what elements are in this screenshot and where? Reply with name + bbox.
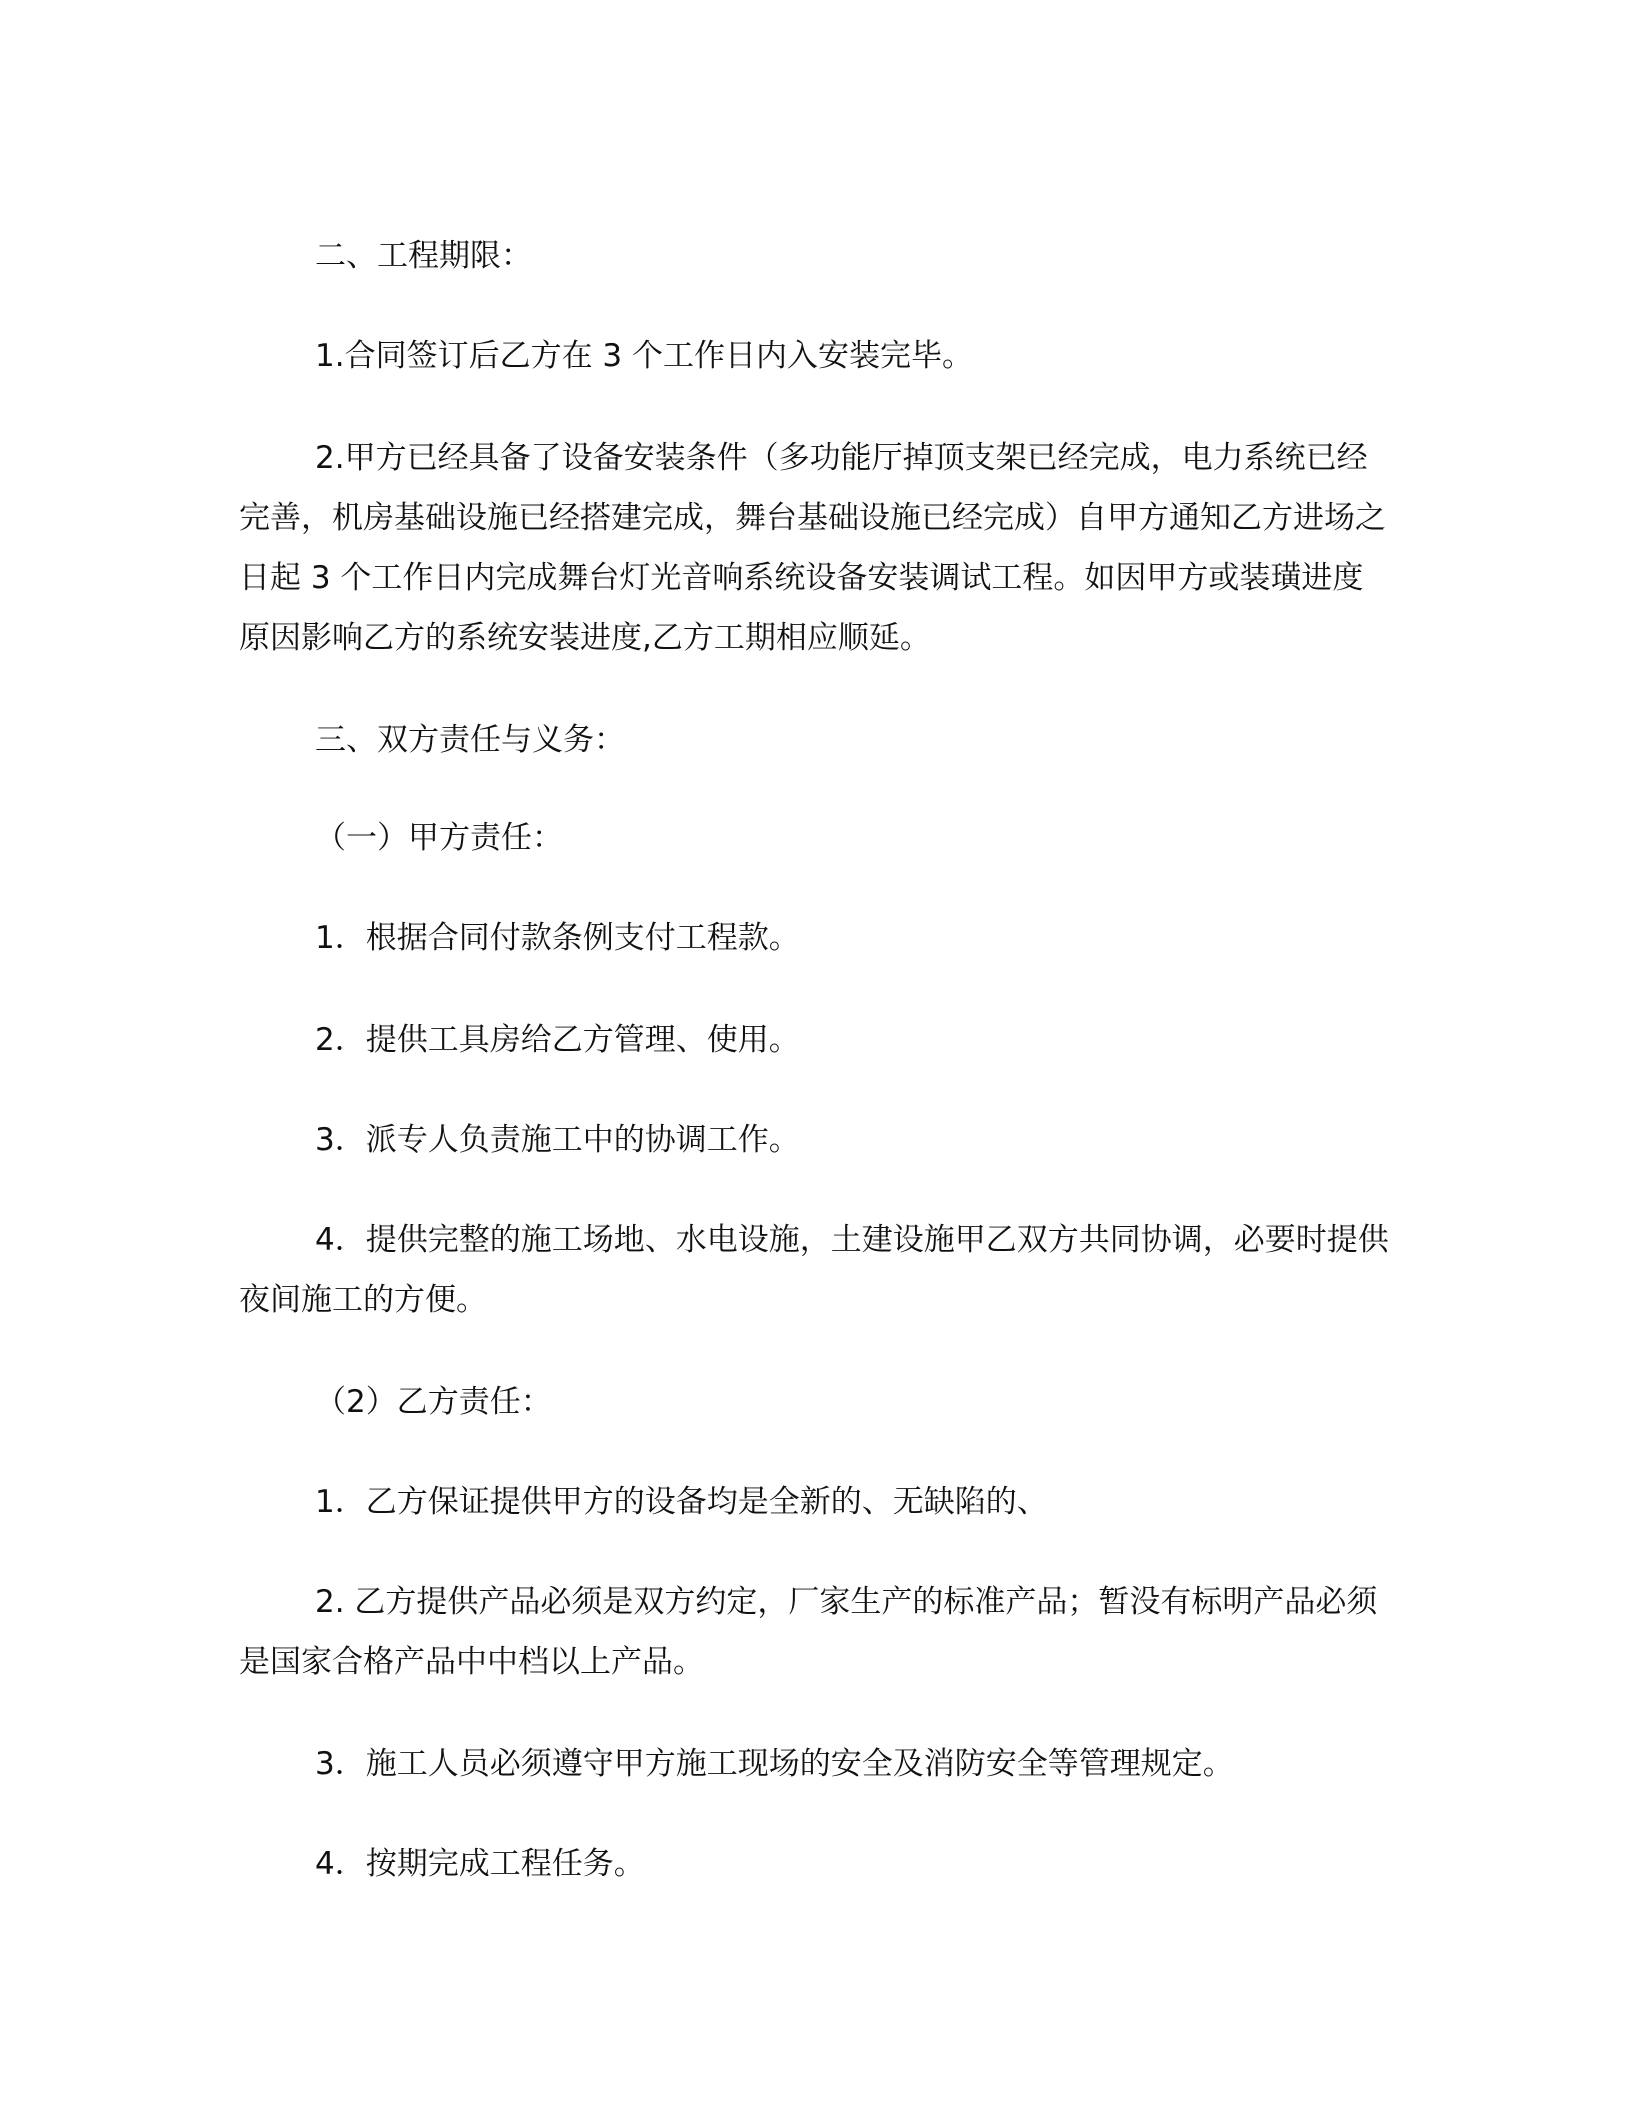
paragraph-install-deadline: 1.合同签订后乙方在 3 个工作日内入安装完毕。 xyxy=(315,338,974,374)
paragraph-installation-conditions: 2.甲方已经具备了设备安装条件（多功能厅掉顶支架已经完成，电力系统已经完善，机房基础设施已经搭建完成，舞台基础设施已经完成）自甲方通知乙方进场之日起 3 个工作日内完成舞台灯光音响系统设备安装调试工程。如因甲方或装璜进度原因影响乙方的系统安装进度,乙方工期相应顺延。 xyxy=(239,440,1386,656)
subheading-party-b: （2）乙方责任： xyxy=(315,1384,552,1420)
party-a-item: 2．提供工具房给乙方管理、使用。 xyxy=(315,1022,800,1058)
party-b-item: 4．按期完成工程任务。 xyxy=(315,1846,645,1882)
section-heading-responsibilities: 三、双方责任与义务： xyxy=(315,722,625,758)
party-a-item: 3．派专人负责施工中的协调工作。 xyxy=(315,1122,800,1158)
party-b-item: 1．乙方保证提供甲方的设备均是全新的、无缺陷的、 xyxy=(315,1484,1048,1520)
party-a-item: 1．根据合同付款条例支付工程款。 xyxy=(315,920,800,956)
party-b-item: 2. 乙方提供产品必须是双方约定，厂家生产的标准产品；暂没有标明产品必须是国家合格产品中中档以上产品。 xyxy=(239,1584,1378,1680)
party-a-item: 4．提供完整的施工场地、水电设施，土建设施甲乙双方共同协调，必要时提供夜间施工的方便。 xyxy=(239,1222,1389,1318)
subheading-party-a: （一）甲方责任： xyxy=(315,820,563,856)
section-heading-project-period: 二、工程期限： xyxy=(315,238,532,274)
party-b-item: 3．施工人员必须遵守甲方施工现场的安全及消防安全等管理规定。 xyxy=(315,1746,1234,1782)
